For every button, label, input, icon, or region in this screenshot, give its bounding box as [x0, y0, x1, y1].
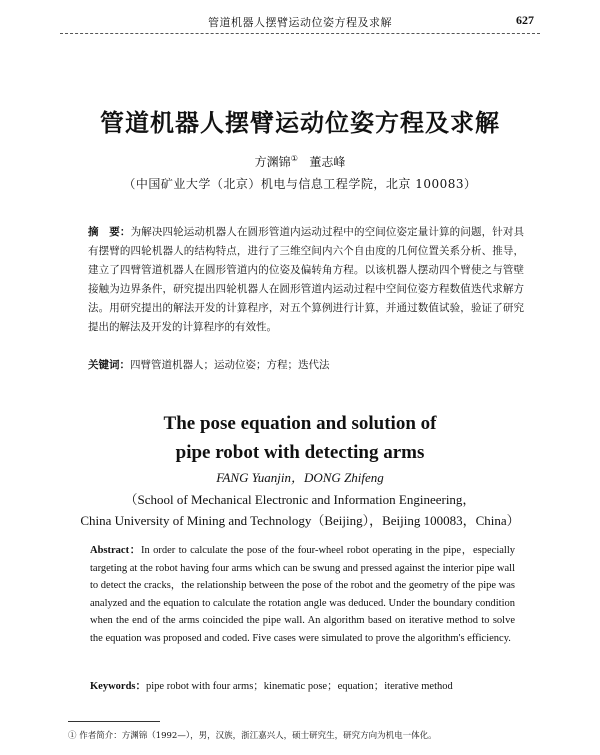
english-title: [0, 409, 600, 467]
english-abstract-label: Abstract：: [90, 545, 141, 556]
english-abstract: [90, 542, 515, 647]
english-abstract-text: In order to calculate the pose of the four-wheel robot operating in the pipe，especially targeting at the robot having four arms which can be swung and pressed against the interior pipe wall to detect the cracks，the relationship between the pose of the robot and the geometry of the pipe was analyzed and the equation to calculate the rotation angle was deduced. Under the boundary condition when the end of the arms coincided the pipe wall. An algorithm based on iterative method to solve the equation was proposed and coded. Five cases were simulated to prove the algorithm's efficiency.: [90, 545, 515, 644]
author-second-cn: 董志峰: [309, 155, 346, 169]
english-keywords-text: pipe robot with four arms；kinematic pose；equation；iterative method: [146, 681, 453, 692]
english-affiliation-line-2: China University of Mining and Technology（Beijing），Beijing 100083，China）: [80, 513, 520, 528]
chinese-keywords-label: 关键词：: [88, 359, 130, 371]
english-keywords-label: Keywords：: [90, 681, 146, 692]
footnote-marker: ①: [290, 154, 298, 163]
footnote-rule: [68, 721, 160, 722]
header-rule: [60, 33, 540, 34]
english-keywords: [90, 678, 515, 693]
english-title-line-1: The pose equation and solution of: [163, 413, 437, 434]
chinese-affiliation: （中国矿业大学（北京）机电与信息工程学院，北京 100083）: [123, 177, 477, 191]
chinese-abstract-label: 摘 要：: [88, 226, 131, 238]
english-affiliation: [0, 489, 600, 531]
running-header-title: 管道机器人摆臂运动位姿方程及求解: [208, 16, 392, 29]
chinese-keywords: [88, 357, 524, 372]
author-footnote: ① 作者简介：方渊锦（1992—），男，汉族，浙江嘉兴人，硕士研究生，研究方向为机电一体化。: [68, 731, 437, 741]
chinese-authors: [0, 153, 600, 170]
chinese-abstract: [88, 223, 524, 337]
english-authors: FANG Yuanjin，DONG Zhifeng: [216, 470, 384, 485]
chinese-abstract-text: 为解决四轮运动机器人在圆形管道内运动过程中的空间位姿定量计算的问题，针对具有摆臂的四轮机器人的结构特点，进行了三维空间内六个自由度的几何位置关系分析、推导，建立了四臂管道机器人在圆形管道内的位姿及偏转角方程。以该机器人摆动四个臂使之与管壁接触为边界条件，研究提出四轮机器人在圆形管道内运动过程中空间位姿方程数值迭代求解方法。用研究提出的解法开发的计算程序，对五个算例进行计算，并通过数值试验，验证了研究提出的解法及开发的计算程序的有效性。: [88, 226, 525, 333]
author-first-cn: 方渊锦: [254, 155, 291, 169]
english-title-line-2: pipe robot with detecting arms: [175, 442, 425, 463]
chinese-keywords-text: 四臂管道机器人；运动位姿；方程；迭代法: [130, 359, 330, 371]
page-number: 627: [516, 13, 534, 27]
chinese-title: 管道机器人摆臂运动位姿方程及求解: [100, 108, 500, 137]
english-affiliation-line-1: （School of Mechanical Electronic and Information Engineering，: [124, 492, 476, 507]
